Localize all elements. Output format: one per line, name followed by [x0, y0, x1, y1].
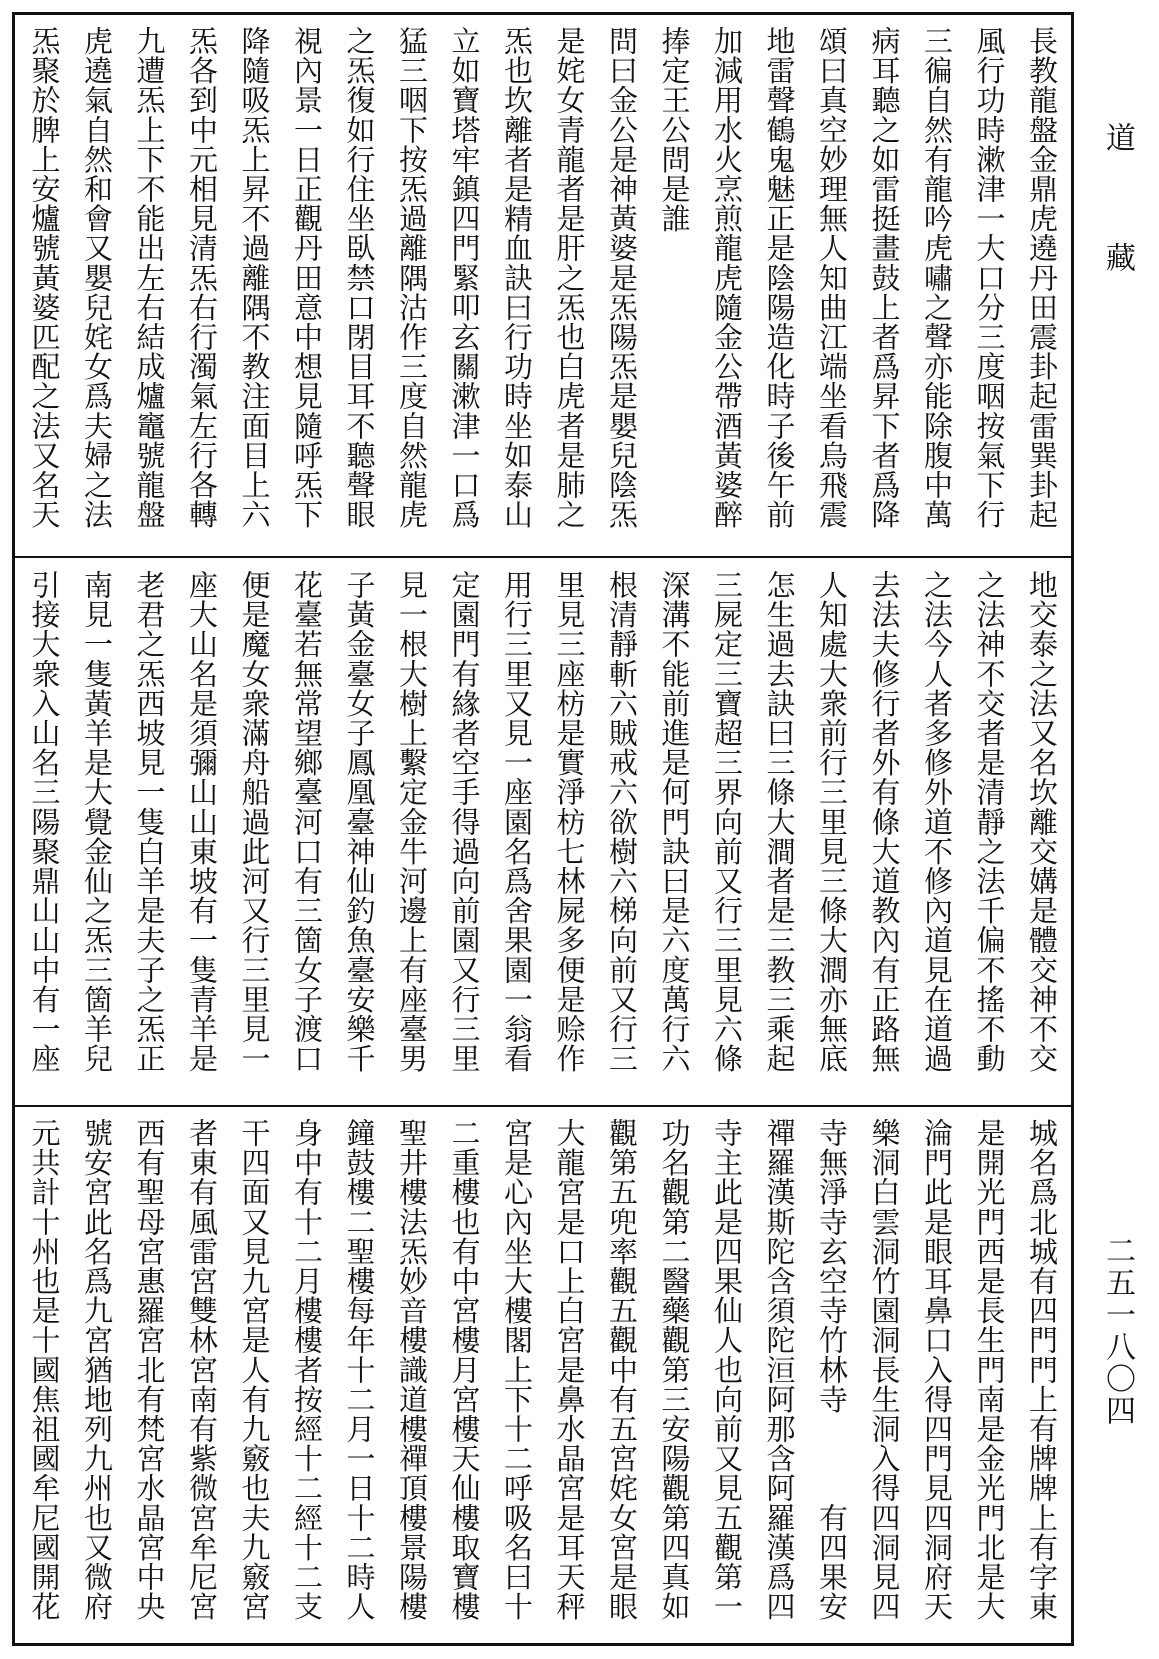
- text-column: 西有聖母宮惠羅宮北有梵宮水晶宮中央: [132, 1118, 167, 1622]
- text-column: 號安宮此名爲九宮猶地列九州也又微府: [80, 1118, 114, 1622]
- text-column: 猛三咽下按炁過離隅沽作三度自然龍虎: [395, 26, 429, 530]
- text-column: 是開光門西是長生門南是金光門北是大: [972, 1118, 1007, 1622]
- text-column: 炁聚於脾上安爐號黃婆匹配之法又名天: [27, 26, 62, 530]
- text-column: 降隨吸炁上昇不過離隅不教注面目上六: [237, 26, 272, 530]
- text-column: 病耳聽之如雷挺畫鼓上者爲昇下者爲降: [867, 26, 902, 530]
- text-column: 炁各到中元相見清炁右行濁氣左行各轉: [185, 26, 219, 530]
- text-register-bottom: [18, 1118, 1068, 1638]
- text-column: 聖井樓法炁妙音樓識道樓禪頂樓景陽樓: [395, 1118, 429, 1622]
- text-column: 城名爲北城有四門門上有牌牌上有字東: [1025, 1118, 1059, 1622]
- text-column: 老君之炁西坡見一隻白羊是夫子之炁正: [132, 570, 167, 1074]
- text-column: 炁也坎離者是精血訣曰行功時坐如泰山: [500, 26, 534, 530]
- text-column: 視內景一日正觀丹田意中想見隨呼炁下: [290, 26, 324, 530]
- register-divider-bottom: [12, 1105, 1074, 1107]
- text-column: 三徧自然有龍吟虎嘯之聲亦能除腹中萬: [920, 26, 954, 530]
- text-column: 干四面又見九宮是人有九竅也夫九竅宮: [237, 1118, 272, 1622]
- text-column: 元共計十州也是十國焦祖國牟尼國開花: [27, 1118, 62, 1622]
- text-column: 地雷聲鶴鬼魅正是陰陽造化時子後午前: [762, 26, 797, 530]
- text-column: 之法今人者多修外道不修內道見在道過: [920, 570, 954, 1074]
- text-column: 鐘鼓樓二聖樓每年十二月一日十二時人: [342, 1118, 377, 1622]
- text-column: 座大山名是須彌山山東坡有一隻青羊是: [185, 570, 219, 1074]
- text-column: 樂洞白雲洞竹園洞長生洞入得四洞見四: [867, 1118, 902, 1622]
- text-column: 花臺若無常望鄉臺河口有三箇女子渡口: [290, 570, 324, 1074]
- text-column: 定園門有緣者空手得過向前園又行三里: [447, 570, 482, 1074]
- text-column: 便是魔女衆滿舟船過此河又行三里見一: [237, 570, 272, 1074]
- text-column: 淪門此是眼耳鼻口入得四門見四洞府天: [920, 1118, 954, 1622]
- text-column: 引接大衆入山名三陽聚鼎山山中有一座: [27, 570, 62, 1074]
- text-column: 立如寶塔牢鎮四門緊叩玄關漱津一口爲: [447, 26, 482, 530]
- text-column: 長教龍盤金鼎虎遶丹田震卦起雷巽卦起: [1025, 26, 1059, 530]
- text-column: 風行功時漱津一大口分三度咽按氣下行: [972, 26, 1007, 530]
- text-column: 里見三座枋是實淨枋七林屍多便是赊作: [552, 570, 587, 1074]
- text-column: 見一根大樹上繫定金牛河邊上有座臺男: [395, 570, 429, 1074]
- text-column: 寺無淨寺玄空寺竹林寺 有四果安: [815, 1118, 849, 1622]
- register-divider-top: [12, 556, 1074, 558]
- text-column: 頌曰真空妙理無人知曲江端坐看烏飛震: [815, 26, 849, 530]
- text-column: 大龍宮是口上白宮是鼻水晶宮是耳天秤: [552, 1118, 587, 1622]
- text-column: 三屍定三寶超三界向前又行三里見六條: [710, 570, 744, 1074]
- text-column: 宮是心內坐大樓閣上下十二呼吸名曰十: [500, 1118, 534, 1622]
- text-column: 觀第五兜率觀五觀中有五宮姹女宮是眼: [605, 1118, 639, 1622]
- text-column: 深溝不能前進是何門訣曰是六度萬行六: [657, 570, 692, 1074]
- text-column: 九遭炁上下不能出左右結成爐竈號龍盤: [132, 26, 167, 530]
- text-column: 子黃金臺女子鳳凰臺神仙釣魚臺安樂千: [342, 570, 377, 1074]
- margin-title-top: 道: [1100, 122, 1135, 152]
- text-column: 寺主此是四果仙人也向前又見五觀第一: [710, 1118, 744, 1622]
- text-column: 功名觀第二醫藥觀第三安陽觀第四真如: [657, 1118, 692, 1622]
- text-column: 身中有十二月樓樓者按經十二經十二支: [290, 1118, 324, 1622]
- text-column: 用行三里又見一座園名爲舍果園一翁看: [500, 570, 534, 1074]
- text-column: 怎生過去訣曰三條大澗者是三教三乘起: [762, 570, 797, 1074]
- text-column: 問曰金公是神黃婆是炁陽炁是嬰兒陰炁: [605, 26, 639, 530]
- text-column: 根清靜斬六賊戒六欲樹六梯向前又行三: [605, 570, 639, 1074]
- text-column: 者東有風雷宮雙林宮南有紫微宮牟尼宮: [185, 1118, 219, 1622]
- text-column: 之法神不交者是清靜之法千偏不搖不動: [972, 570, 1007, 1074]
- text-column: 人知處大衆前行三里見三條大澗亦無底: [815, 570, 849, 1074]
- page-number: 二五一八〇四: [1100, 1235, 1135, 1427]
- text-column: 二重樓也有中宮樓月宮樓天仙樓取寶樓: [447, 1118, 482, 1622]
- text-column: 之炁復如行住坐臥禁口閉目耳不聽聲眼: [342, 26, 377, 530]
- text-register-top: [18, 26, 1068, 546]
- text-column: 去法夫修行者外有條大道教內有正路無: [867, 570, 902, 1074]
- text-column: 地交泰之法又名坎離交媾是體交神不交: [1025, 570, 1059, 1074]
- text-column: 加減用水火烹煎龍虎隨金公帶酒黃婆醉: [710, 26, 744, 530]
- text-register-middle: [18, 570, 1068, 1095]
- margin-title-bottom: 藏: [1100, 242, 1135, 272]
- text-column: 虎遶氣自然和會又嬰兒姹女爲夫婦之法: [80, 26, 114, 530]
- text-column: 禪羅漢斯陀含須陀洹阿那含阿羅漢爲四: [762, 1118, 797, 1622]
- text-column: 捧定王公問是誰: [657, 26, 692, 234]
- text-column: 南見一隻黃羊是大覺金仙之炁三箇羊兒: [80, 570, 114, 1074]
- text-column: 是姹女青龍者是肝之炁也白虎者是肺之: [552, 26, 587, 530]
